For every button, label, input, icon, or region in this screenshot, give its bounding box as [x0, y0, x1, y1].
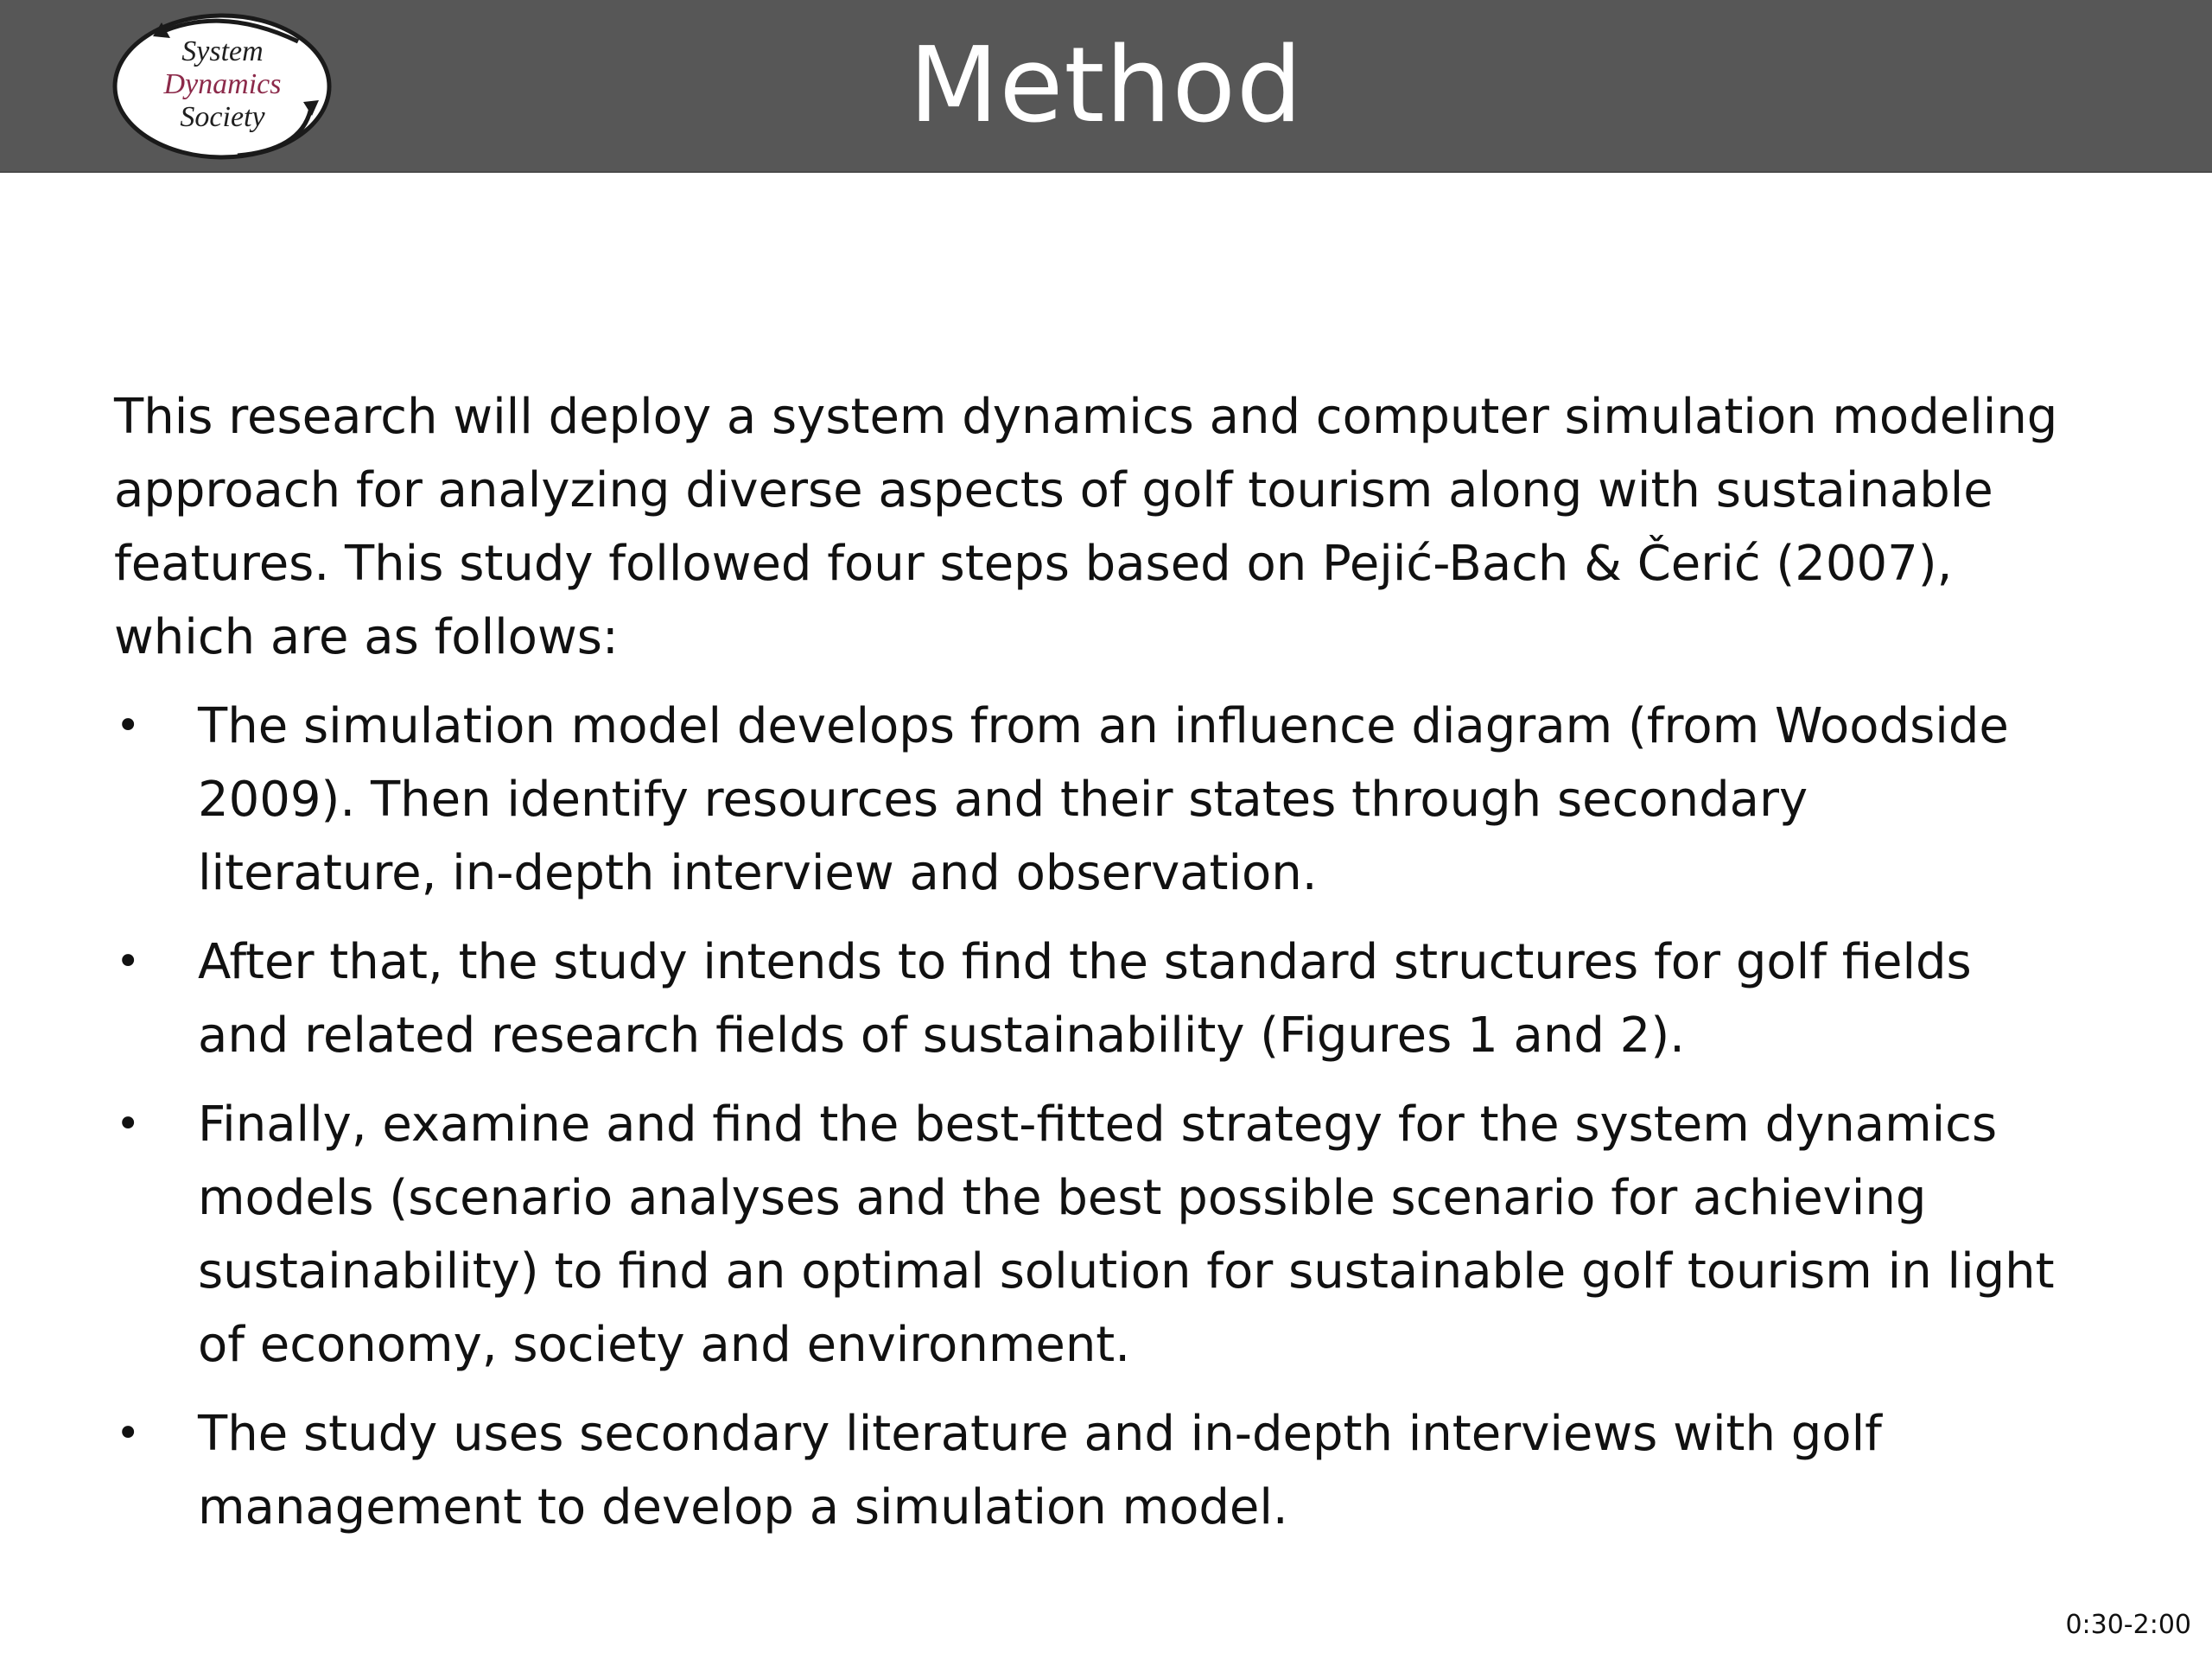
bullet-icon: •: [116, 938, 141, 986]
bullet-list: [114, 690, 2058, 1544]
slide-timestamp: 0:30-2:00: [2065, 1610, 2191, 1640]
bullet-text: The simulation model develops from an influence diagram (from Woodside 2009). Then identify resources and their states through secondary literature, in-depth interview and observation.: [198, 698, 2009, 901]
bullet-icon: •: [116, 702, 141, 750]
logo-line-society: Society: [180, 101, 265, 133]
bullet-text: The study uses secondary literature and in-depth interviews with golf management to develop a simulation model.: [198, 1406, 1882, 1535]
bullet-text: After that, the study intends to find the standard structures for golf fields and related research fields of sustainability (Figures 1 and 2).: [198, 934, 1972, 1064]
logo-line-system: System: [181, 35, 264, 67]
bullet-item: [114, 925, 2058, 1072]
logo-line-dynamics: Dynamics: [163, 68, 282, 100]
slide-title: Method: [908, 26, 1304, 146]
slide-header: [0, 0, 2212, 173]
bullet-item: [114, 690, 2058, 910]
bullet-icon: •: [116, 1409, 141, 1458]
bullet-text: Finally, examine and find the best-fitted strategy for the system dynamics models (scenario analyses and the best possible scenario for achieving sustainability) to find an optimal solution for sustainable golf tourism in light of economy, society and environment.: [198, 1096, 2055, 1373]
slide-body: [114, 380, 2058, 1560]
bullet-item: [114, 1397, 2058, 1544]
intro-paragraph: This research will deploy a system dynamics and computer simulation modeling approach for analyzing diverse aspects of golf tourism along with sustainable features. This study followed four steps based on Pejić-Bach & Čerić (2007), which are as follows:: [114, 389, 2058, 665]
bullet-icon: •: [116, 1100, 141, 1148]
bullet-item: [114, 1088, 2058, 1382]
